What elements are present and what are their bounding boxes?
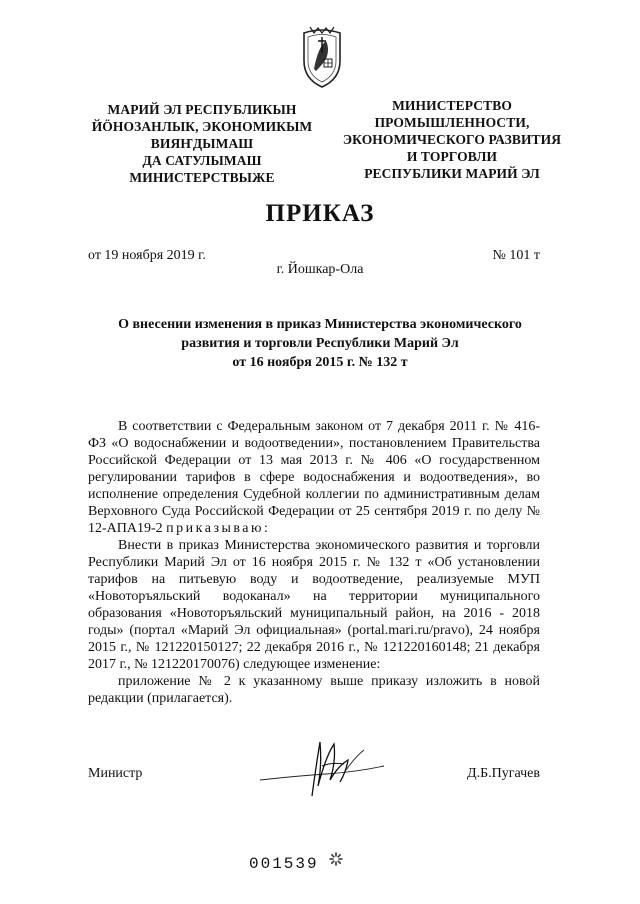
paragraph-basis-text: В соответствии с Федеральным законом от 7 декабря 2011 г. № 416-ФЗ «О водоснабжении и водоотведении», постановлением Правительства Российской Федерации от 13 мая 2013 г. № 406 «О государственном регулировании тарифов в сфере водоснабжения и водоотведения», во исполнение определения Судебной коллегии по административным делам Верховного Суда Российской Федерации от 25 сентября 2019 г. по делу № 12-АПА19-2	[88, 419, 540, 536]
header-right-line: И ТОРГОВЛИ	[406, 149, 498, 164]
prikazyvayu-word: приказываю:	[166, 521, 271, 536]
document-title: ПРИКАЗ	[265, 200, 375, 227]
subject-line: развития и торговли Республики Марий Эл	[181, 336, 459, 351]
header-right-line: РЕСПУБЛИКИ МАРИЙ ЭЛ	[364, 166, 540, 181]
paragraph-basis	[88, 418, 540, 537]
header-right-line: ЭКОНОМИЧЕСКОГО РАЗВИТИЯ	[342, 132, 562, 147]
header-left-line: ВИЯҤДЫМАШ	[150, 136, 254, 151]
coat-of-arms-icon	[296, 25, 348, 89]
header-left-block	[86, 101, 318, 186]
subject-line: О внесении изменения в приказ Министерства экономического	[118, 317, 522, 332]
signatory-name: Д.Б.Пугачев	[467, 766, 540, 781]
header-left-line: ЙӦНОЗАНЛЫК, ЭКОНОМИКЫМ	[91, 119, 313, 134]
header-left-line: МАРИЙ ЭЛ РЕСПУБЛИКЫН	[107, 102, 297, 117]
serial-number: 001539	[249, 855, 319, 873]
header-right-line: МИНИСТЕРСТВО	[392, 98, 512, 113]
handwritten-signature	[256, 736, 388, 800]
header-right-line: ПРОМЫШЛЕННОСТИ,	[374, 115, 530, 130]
header-right-block	[332, 97, 572, 182]
asterisk-mark-icon	[329, 852, 343, 866]
paragraph-appendix: приложение № 2 к указанному выше приказу изложить в новой редакции (прилагается).	[88, 674, 540, 706]
signer-position: Министр	[88, 766, 143, 781]
header-left-line: МИНИСТЕРСТВЫЖЕ	[129, 170, 275, 185]
header-left-line: ДА САТУЛЫМАШ	[142, 153, 262, 168]
order-city: г. Йошкар-Ола	[276, 262, 364, 277]
subject-line: от 16 ноября 2015 г. № 132 т	[232, 355, 408, 370]
paragraph-amendment: Внести в приказ Министерства экономического развития и торговли Республики Марий Эл от 16 ноября 2015 г. № 132 т «Об установлении тарифов на питьевую воду и водоотведение, реализуемые МУП «Новоторъяльский водоканал» на территории муниципального образования «Новоторъяльский муниципальный район, на 2016 - 2018 годы» (портал «Марий Эл официальная» (portal.mari.ru/pravo), 24 ноября 2015 г., № 121220150127; 22 декабря 2016 г., № 121220160148; 21 декабря 2017 г., № 121220170076) следующее изменение:	[88, 538, 540, 672]
order-number: № 101 т	[492, 248, 540, 263]
order-date: от 19 ноября 2019 г.	[88, 248, 206, 263]
order-subject	[100, 315, 540, 372]
order-body	[88, 418, 540, 707]
